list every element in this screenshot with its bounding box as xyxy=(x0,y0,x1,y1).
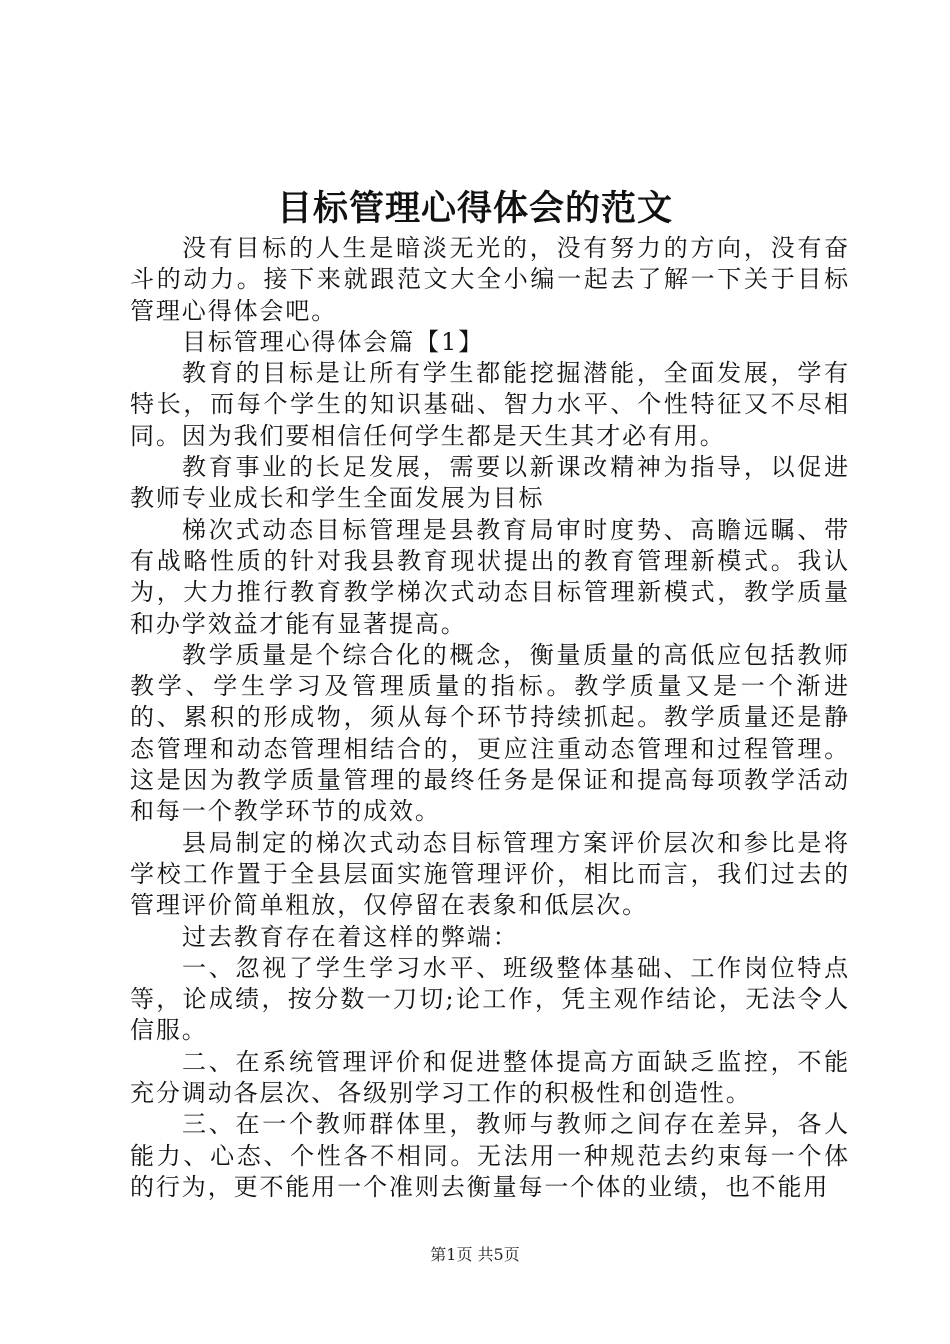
document-title: 目标管理心得体会的范文 xyxy=(276,188,673,229)
list-item-paragraph: 二、在系统管理评价和促进整体提高方面缺乏监控，不能充分调动各层次、各级别学习工作的积极性和创造性。 xyxy=(130,1047,850,1108)
document-body xyxy=(130,233,850,1203)
body-paragraph: 过去教育存在着这样的弊端： xyxy=(182,922,519,951)
list-item-paragraph: 三、在一个教师群体里，教师与教师之间存在差异，各人能力、心态、个性各不相同。无法用一种规范去约束每一个体的行为，更不能用一个准则去衡量每一个体的业绩，也不能用 xyxy=(130,1110,850,1201)
body-paragraph: 教学质量是个综合化的概念，衡量质量的高低应包括教师教学、学生学习及管理质量的指标。教学质量又是一个渐进的、累积的形成物，须从每个环节持续抓起。教学质量还是静态管理和动态管理相结合的，更应注重动态管理和过程管理。这是因为教学质量管理的最终任务是保证和提高每项教学活动和每一个教学环节的成效。 xyxy=(130,640,850,826)
body-paragraph: 教育的目标是让所有学生都能挖掘潜能，全面发展，学有特长，而每个学生的知识基础、智力水平、个性特征又不尽相同。因为我们要相信任何学生都是天生其才必有用。 xyxy=(130,359,850,450)
body-paragraph: 梯次式动态目标管理是县教育局审时度势、高瞻远瞩、带有战略性质的针对我县教育现状提出的教育管理新模式。我认为，大力推行教育教学梯次式动态目标管理新模式，教学质量和办学效益才能有显著提高。 xyxy=(130,515,850,638)
intro-paragraph: 没有目标的人生是暗淡无光的，没有努力的方向，没有奋斗的动力。接下来就跟范文大全小编一起去了解一下关于目标管理心得体会吧。 xyxy=(130,234,850,325)
page-footer: 第1页 共5页 xyxy=(430,1245,520,1264)
list-item-paragraph: 一、忽视了学生学习水平、班级整体基础、工作岗位特点等，论成绩，按分数一刀切;论工作，凭主观作结论，无法令人信服。 xyxy=(130,953,850,1045)
body-paragraph: 县局制定的梯次式动态目标管理方案评价层次和参比是将学校工作置于全县层面实施管理评价，相比而言，我们过去的管理评价简单粗放，仅停留在表象和低层次。 xyxy=(130,828,850,920)
body-paragraph: 教育事业的长足发展，需要以新课改精神为指导，以促进教师专业成长和学生全面发展为目标 xyxy=(130,453,850,513)
section-heading: 目标管理心得体会篇【1】 xyxy=(182,327,485,356)
